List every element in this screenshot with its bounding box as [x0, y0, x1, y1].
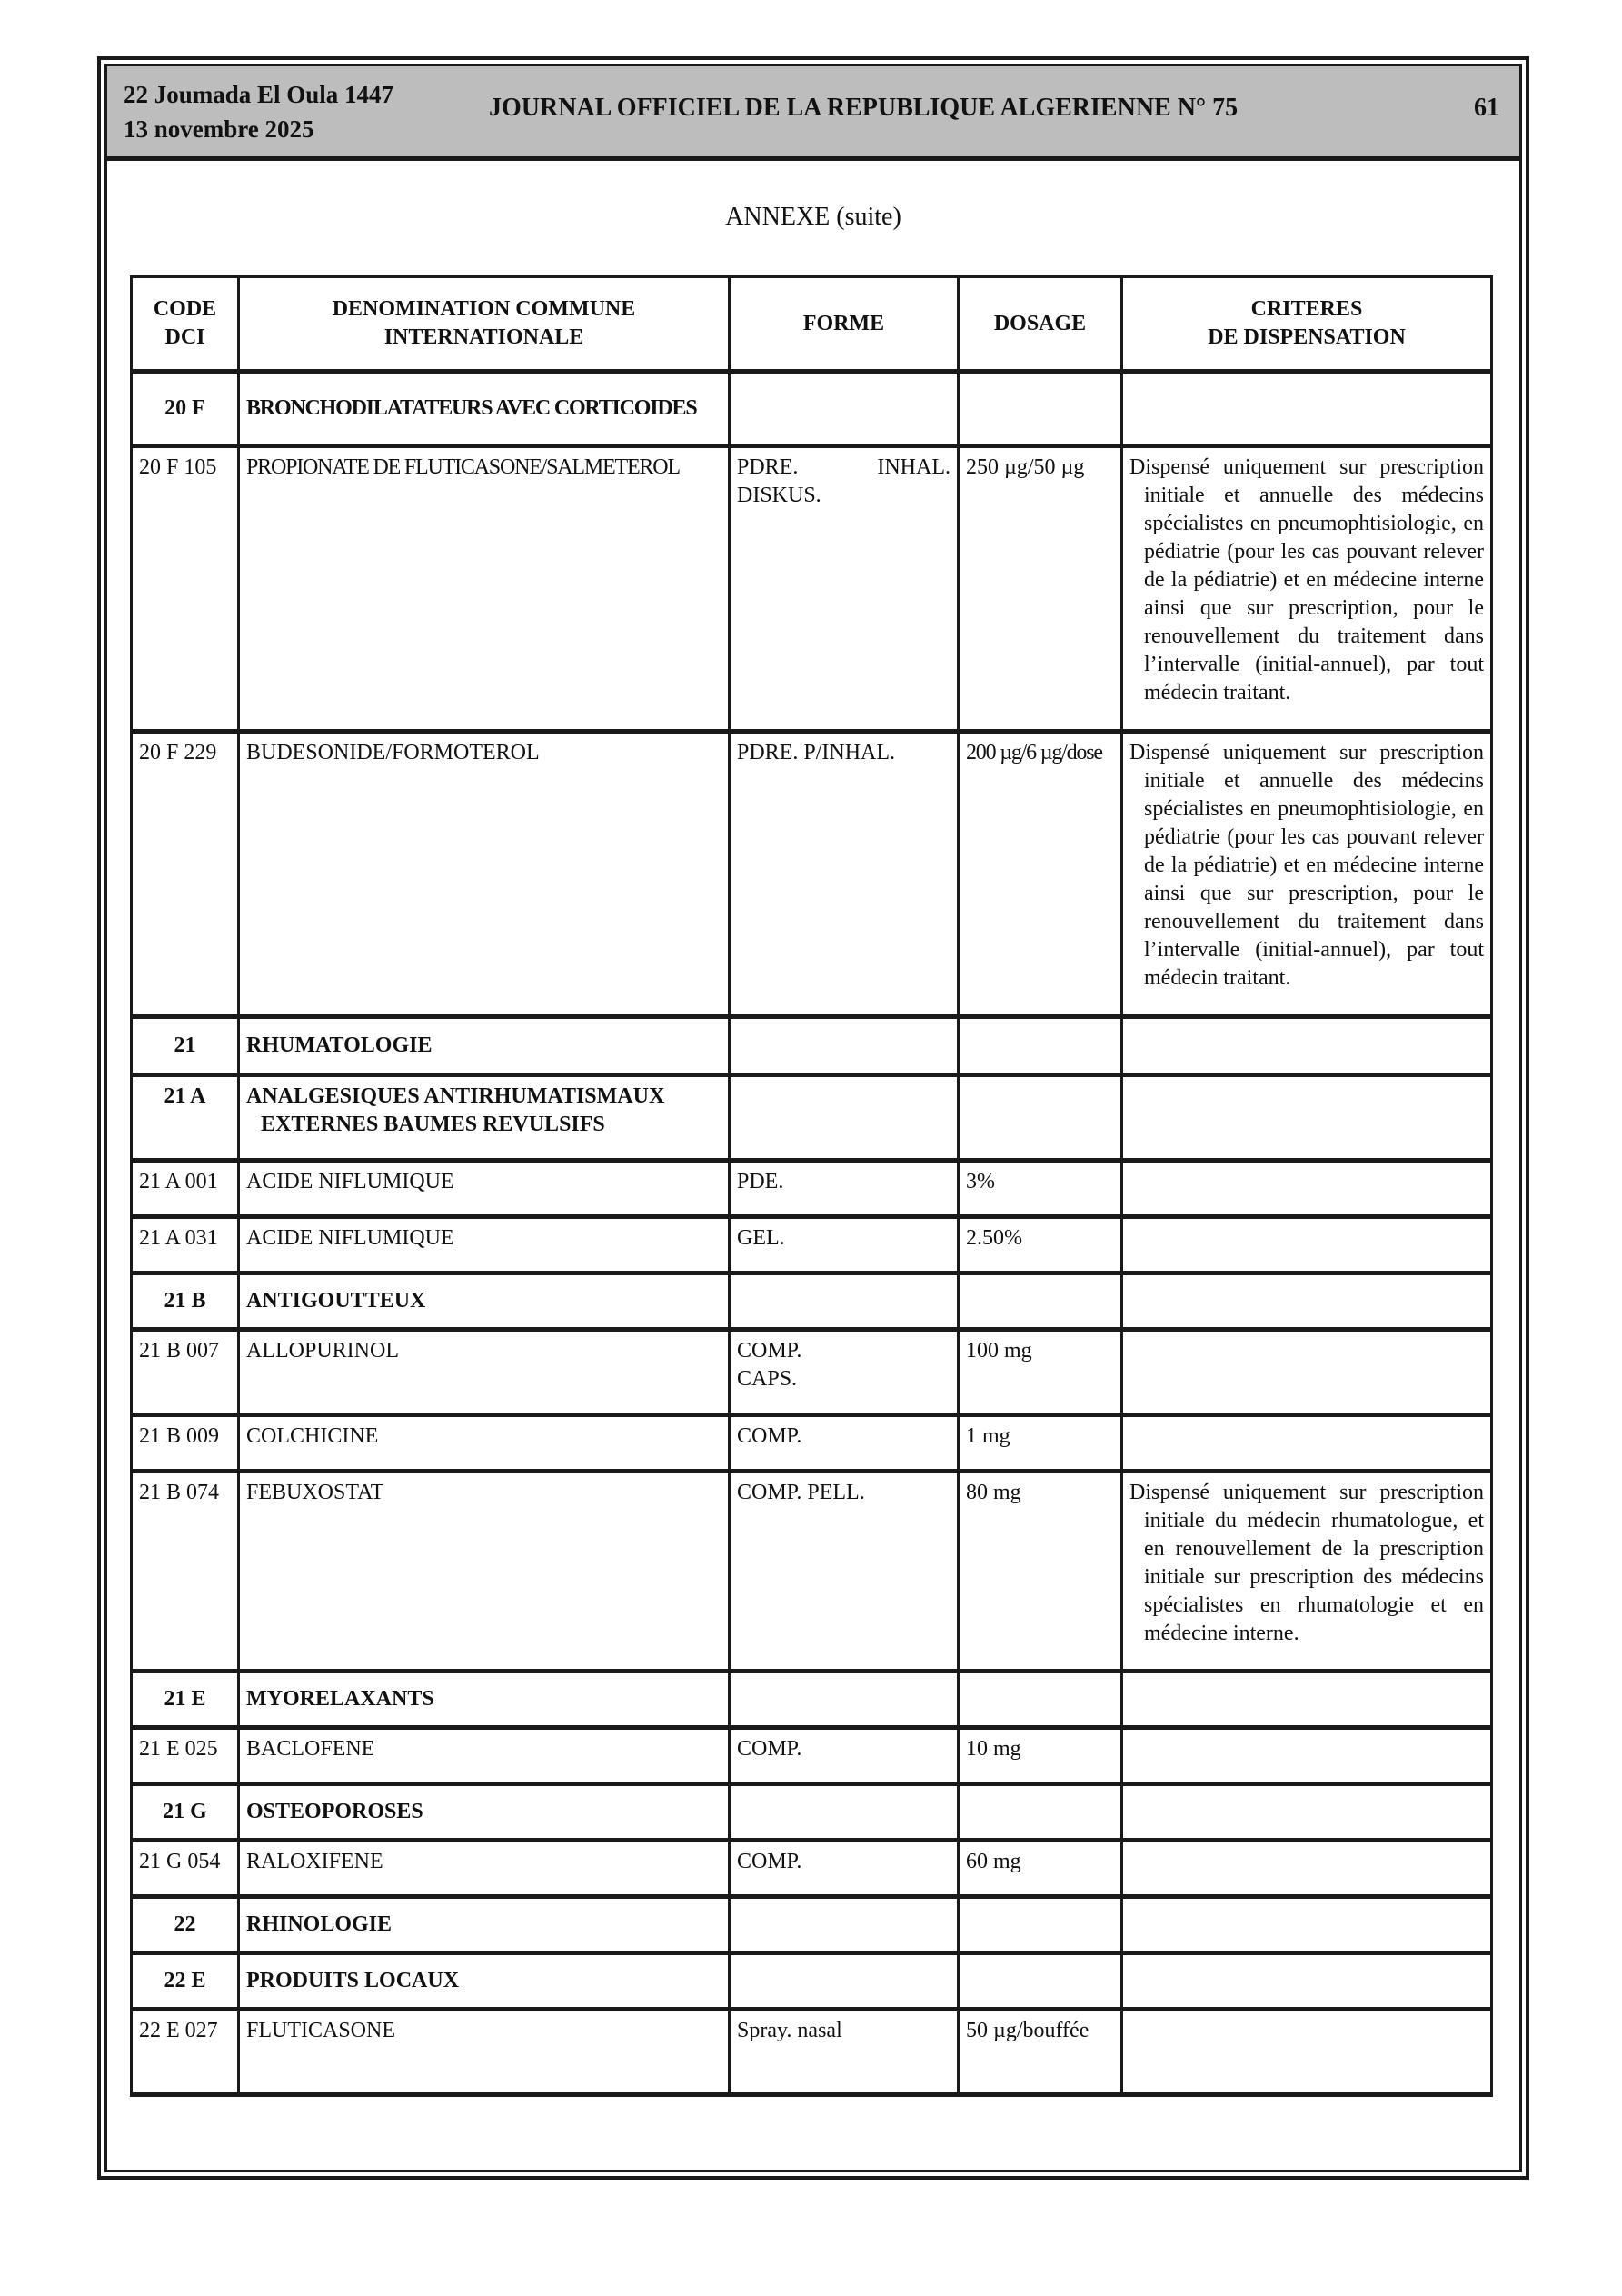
col-header-dci: DENOMINATION COMMUNE INTERNATIONALE — [239, 277, 730, 372]
cell-forme — [730, 1953, 959, 2010]
cell-dosage: 80 mg — [959, 1472, 1122, 1672]
journal-title: JOURNAL OFFICIEL DE LA REPUBLIQUE ALGERIENNE N° 75 — [489, 94, 1239, 122]
cell-dosage: 60 mg — [959, 1841, 1122, 1897]
table-row — [132, 1415, 1492, 1472]
cell-criteres — [1122, 1075, 1492, 1161]
cell-criteres — [1122, 1415, 1492, 1472]
cell-forme — [730, 1897, 959, 1953]
cell-code: 22 E — [132, 1953, 239, 2010]
header-dates — [124, 77, 393, 146]
cell-name: ANTIGOUTTEUX — [239, 1273, 730, 1330]
cell-name: ALLOPURINOL — [239, 1330, 730, 1415]
cell-forme: Spray. nasal — [730, 2010, 959, 2095]
cell-code: 22 — [132, 1897, 239, 1953]
cell-code: 21 E — [132, 1672, 239, 1728]
cell-code: 21 B — [132, 1273, 239, 1330]
cell-criteres — [1122, 1017, 1492, 1075]
cell-criteres: Dispensé uniquement sur prescription initiale et annuelle des médecins spécialistes en pneumophtisiologie, en pédiatrie (pour les cas pouvant relever de la pédiatrie) et en médecine interne ainsi que sur prescription, pour le renouvellement du traitement dans l’intervalle (initial-annuel), par tout médecin traitant. — [1122, 732, 1492, 1017]
cell-criteres — [1122, 1672, 1492, 1728]
cell-code: 21 E 025 — [132, 1728, 239, 1784]
cell-name: ANALGESIQUES ANTIRHUMATISMAUX EXTERNES BAUMES REVULSIFS — [239, 1075, 730, 1161]
cell-forme: COMP. — [730, 1415, 959, 1472]
cell-name: COLCHICINE — [239, 1415, 730, 1472]
cell-dosage: 50 µg/bouffée — [959, 2010, 1122, 2095]
cell-code: 21 B 009 — [132, 1415, 239, 1472]
cell-dosage — [959, 372, 1122, 446]
cell-dosage — [959, 1784, 1122, 1841]
cell-name: ACIDE NIFLUMIQUE — [239, 1161, 730, 1217]
col-header-forme: FORME — [730, 277, 959, 372]
table-row-section — [132, 1075, 1492, 1161]
col-header-criteres: CRITERES DE DISPENSATION — [1122, 277, 1492, 372]
cell-code: 21 G — [132, 1784, 239, 1841]
table-row-section — [132, 372, 1492, 446]
table-row — [132, 1330, 1492, 1415]
cell-code: 21 A 031 — [132, 1217, 239, 1273]
cell-dosage — [959, 1672, 1122, 1728]
cell-name: RHUMATOLOGIE — [239, 1017, 730, 1075]
cell-forme — [730, 372, 959, 446]
cell-code: 20 F 229 — [132, 732, 239, 1017]
cell-forme — [730, 1784, 959, 1841]
cell-criteres — [1122, 1897, 1492, 1953]
cell-forme: COMP. — [730, 1728, 959, 1784]
col-header-code: CODE DCI — [132, 277, 239, 372]
cell-dosage: 1 mg — [959, 1415, 1122, 1472]
table-row — [132, 1472, 1492, 1672]
cell-dosage: 2.50% — [959, 1217, 1122, 1273]
cell-forme: COMP. — [730, 1841, 959, 1897]
page-number: 61 — [1474, 94, 1499, 122]
cell-code: 22 E 027 — [132, 2010, 239, 2095]
table-row-section — [132, 1784, 1492, 1841]
cell-criteres — [1122, 1161, 1492, 1217]
cell-code: 21 G 054 — [132, 1841, 239, 1897]
table-row-section — [132, 1672, 1492, 1728]
cell-name: RHINOLOGIE — [239, 1897, 730, 1953]
cell-name: PRODUITS LOCAUX — [239, 1953, 730, 2010]
table-row-section — [132, 1897, 1492, 1953]
cell-dosage — [959, 1897, 1122, 1953]
table-row — [132, 1161, 1492, 1217]
cell-criteres — [1122, 372, 1492, 446]
cell-forme — [730, 1672, 959, 1728]
medication-table — [130, 275, 1493, 2097]
cell-dosage: 200 µg/6 µg/dose — [959, 732, 1122, 1017]
annexe-title: ANNEXE (suite) — [725, 203, 901, 231]
cell-name: OSTEOPOROSES — [239, 1784, 730, 1841]
cell-criteres: Dispensé uniquement sur prescription initiale du médecin rhumatologue, et en renouvellement de la prescription initiale sur prescription des médecins spécialistes en rhumatologie et en médecine interne. — [1122, 1472, 1492, 1672]
page-inner-frame — [104, 64, 1522, 2172]
cell-code: 21 A — [132, 1075, 239, 1161]
cell-forme: PDE. — [730, 1161, 959, 1217]
table-header-row — [132, 277, 1492, 372]
cell-forme: GEL. — [730, 1217, 959, 1273]
cell-criteres — [1122, 1953, 1492, 2010]
cell-forme: PDRE. P/INHAL. — [730, 732, 959, 1017]
table-row-section — [132, 1953, 1492, 2010]
cell-dosage — [959, 1953, 1122, 2010]
cell-dosage — [959, 1017, 1122, 1075]
table-row-section — [132, 1273, 1492, 1330]
cell-code: 20 F — [132, 372, 239, 446]
cell-name: BACLOFENE — [239, 1728, 730, 1784]
cell-criteres — [1122, 1273, 1492, 1330]
cell-name: FLUTICASONE — [239, 2010, 730, 2095]
hijri-date: 22 Joumada El Oula 1447 — [124, 81, 394, 108]
cell-name: BUDESONIDE/FORMOTEROL — [239, 732, 730, 1017]
cell-criteres — [1122, 2010, 1492, 2095]
cell-dosage — [959, 1075, 1122, 1161]
cell-code: 21 A 001 — [132, 1161, 239, 1217]
table-row — [132, 2010, 1492, 2095]
cell-code: 21 B 074 — [132, 1472, 239, 1672]
cell-forme: COMP. CAPS. — [730, 1330, 959, 1415]
cell-dosage: 100 mg — [959, 1330, 1122, 1415]
cell-criteres — [1122, 1330, 1492, 1415]
cell-name: ACIDE NIFLUMIQUE — [239, 1217, 730, 1273]
cell-name: RALOXIFENE — [239, 1841, 730, 1897]
table-row-section — [132, 1017, 1492, 1075]
cell-dosage: 10 mg — [959, 1728, 1122, 1784]
col-header-dosage: DOSAGE — [959, 277, 1122, 372]
cell-criteres: Dispensé uniquement sur prescription initiale et annuelle des médecins spécialistes en pneumophtisiologie, en pédiatrie (pour les cas pouvant relever de la pédiatrie) et en médecine interne ainsi que sur prescription, pour le renouvellement du traitement dans l’intervalle (initial-annuel), par tout médecin traitant. — [1122, 446, 1492, 732]
table-row — [132, 1728, 1492, 1784]
cell-forme — [730, 1273, 959, 1330]
table-row — [132, 1217, 1492, 1273]
cell-criteres — [1122, 1784, 1492, 1841]
table-row — [132, 732, 1492, 1017]
cell-code: 21 — [132, 1017, 239, 1075]
cell-code: 20 F 105 — [132, 446, 239, 732]
gregorian-date: 13 novembre 2025 — [124, 115, 314, 143]
cell-name: BRONCHODILATATEURS AVEC CORTICOIDES — [239, 372, 730, 446]
cell-name: PROPIONATE DE FLUTICASONE/SALMETEROL — [239, 446, 730, 732]
cell-forme: COMP. PELL. — [730, 1472, 959, 1672]
cell-forme — [730, 1075, 959, 1161]
journal-header — [107, 66, 1519, 161]
cell-criteres — [1122, 1728, 1492, 1784]
cell-name: MYORELAXANTS — [239, 1672, 730, 1728]
cell-criteres — [1122, 1217, 1492, 1273]
cell-dosage: 3% — [959, 1161, 1122, 1217]
cell-code: 21 B 007 — [132, 1330, 239, 1415]
cell-dosage: 250 µg/50 µg — [959, 446, 1122, 732]
cell-forme: PDRE. INHAL. DISKUS. — [730, 446, 959, 732]
cell-name: FEBUXOSTAT — [239, 1472, 730, 1672]
table-row — [132, 446, 1492, 732]
cell-forme — [730, 1017, 959, 1075]
cell-criteres — [1122, 1841, 1492, 1897]
page-frame — [97, 56, 1529, 2180]
cell-dosage — [959, 1273, 1122, 1330]
table-row — [132, 1841, 1492, 1897]
